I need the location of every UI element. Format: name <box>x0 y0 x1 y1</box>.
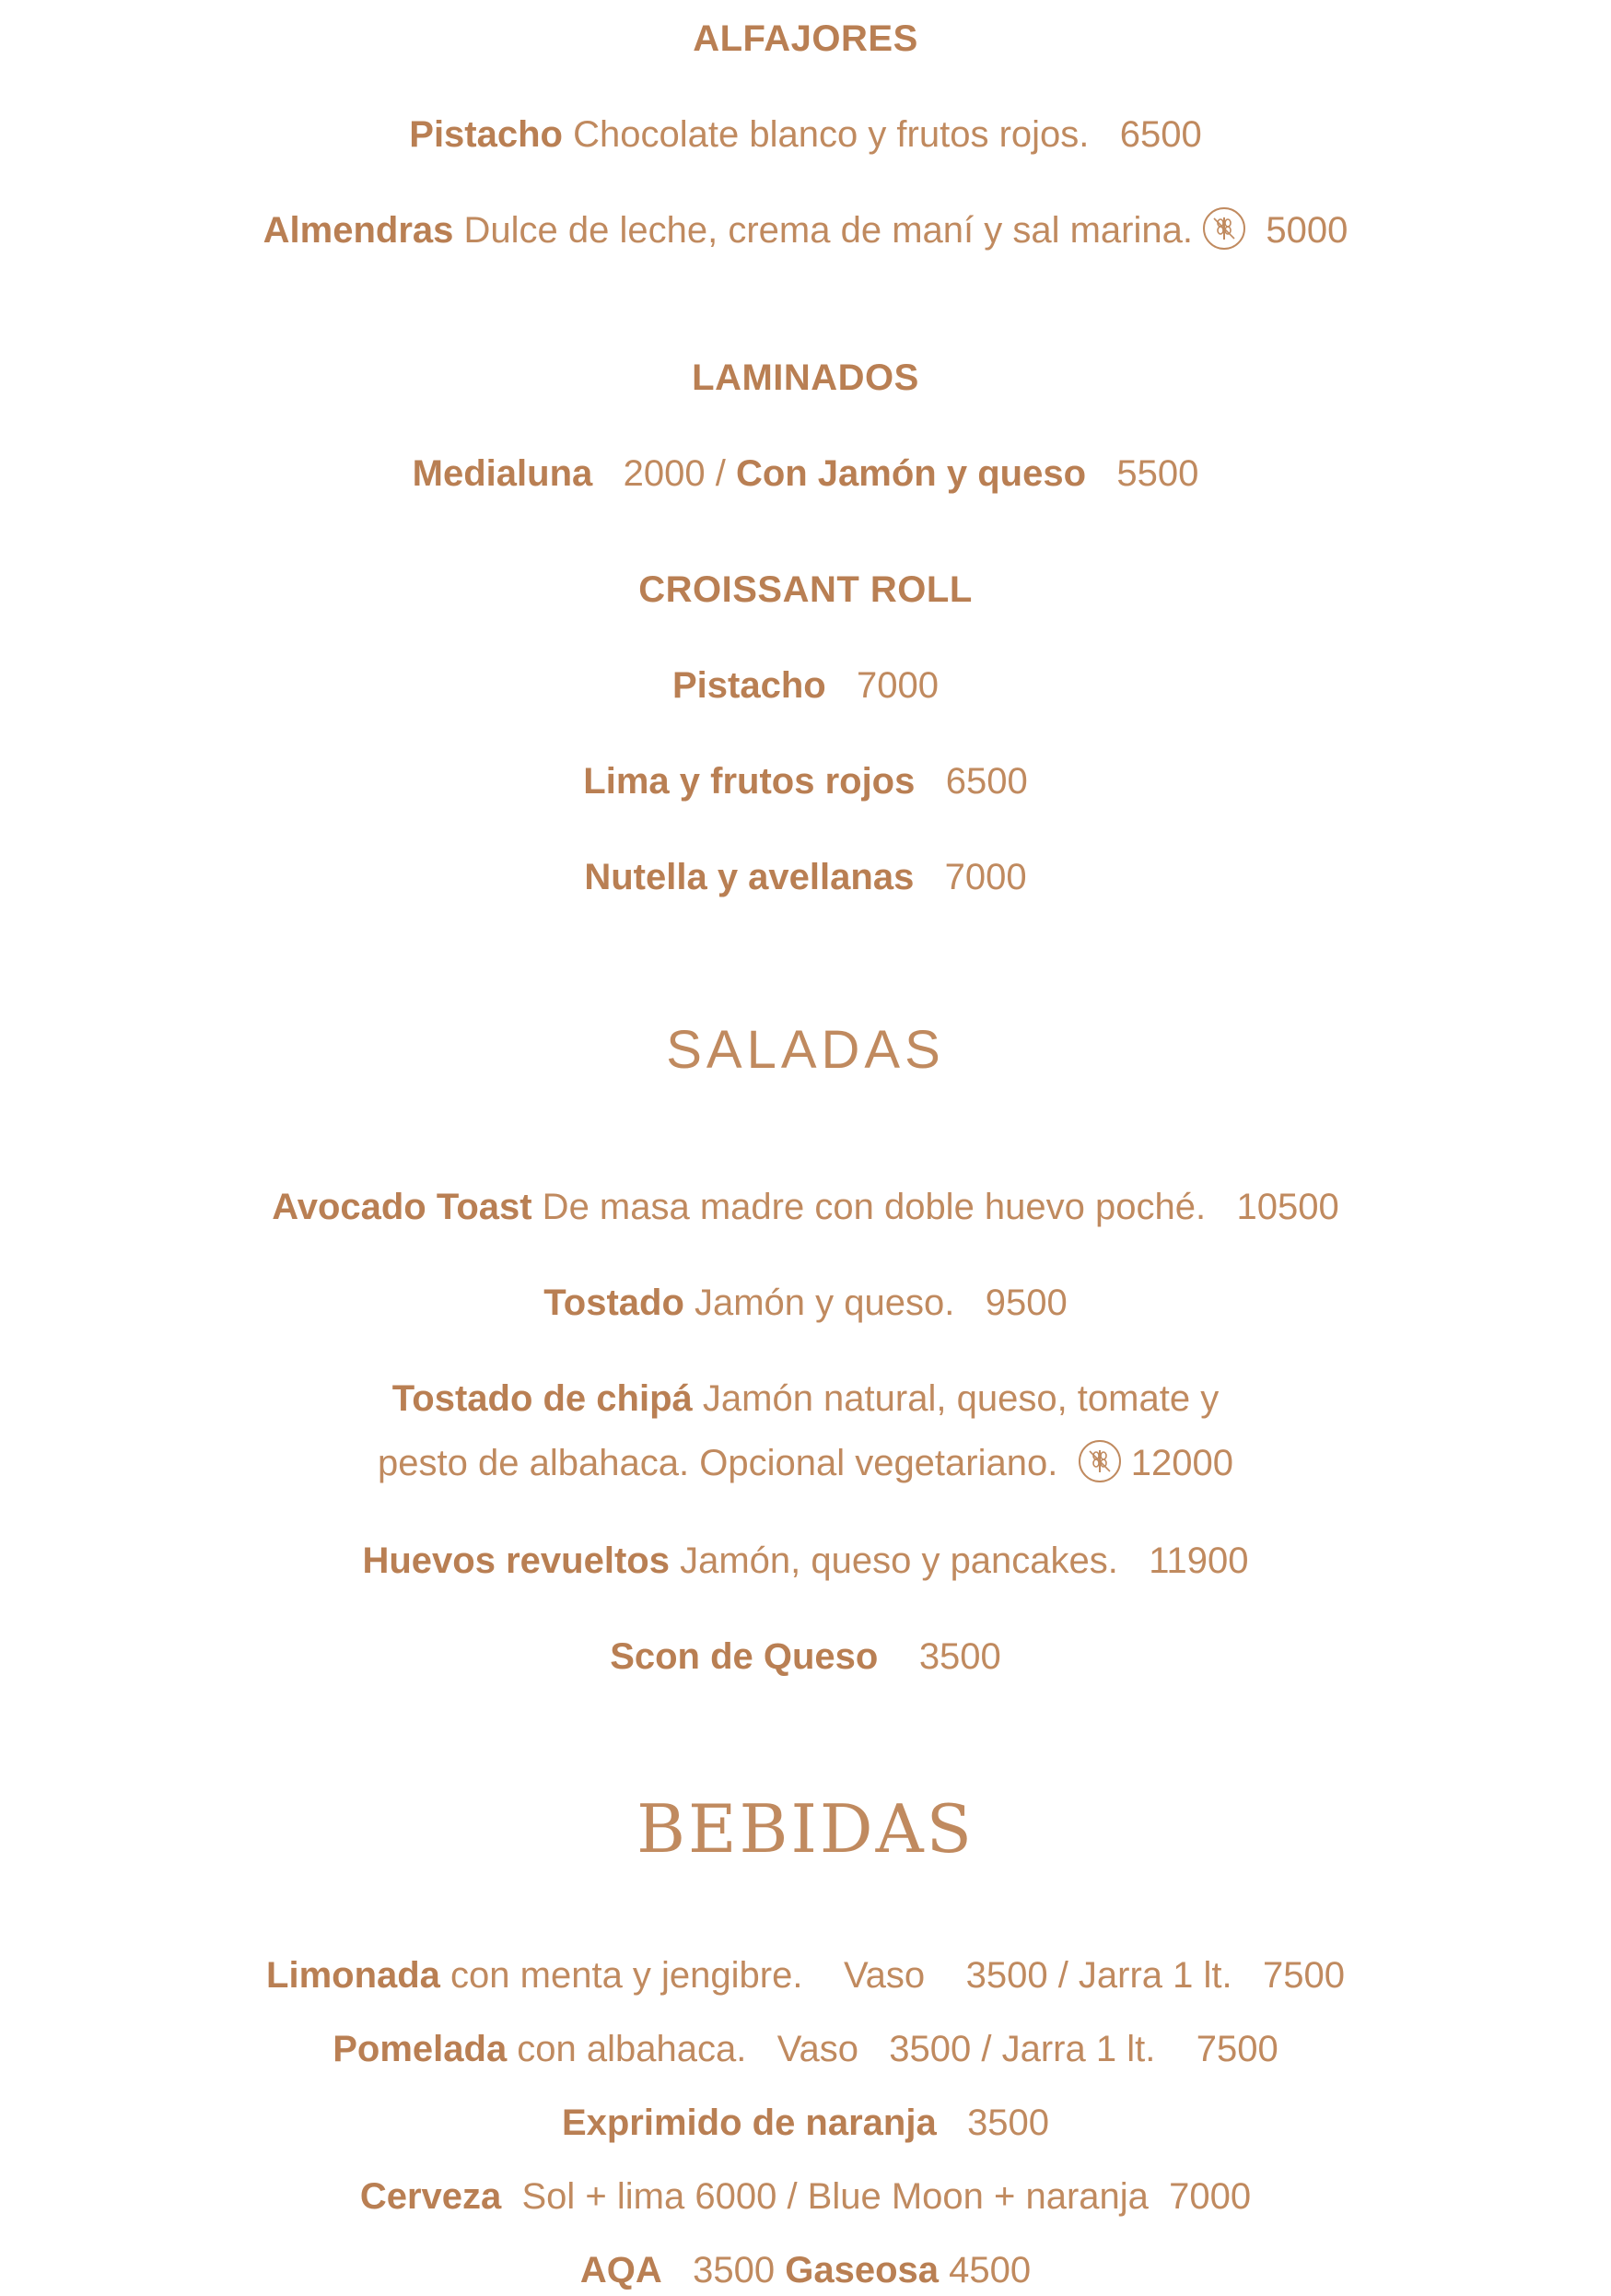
item-price: 6500 <box>1119 114 1202 155</box>
item-name: Cerveza <box>359 2176 502 2217</box>
item-size-label-2: / Jarra 1 lt. <box>1047 1955 1232 1996</box>
category-alfajores: ALFAJORES <box>693 18 918 59</box>
menu-item-medialuna <box>0 448 1611 499</box>
section-title-bebidas: BEBIDAS <box>636 1790 975 1868</box>
item-price-2: 7500 <box>1196 2029 1278 2069</box>
item-price-2: 7500 <box>1262 1955 1345 1996</box>
item-name: Almendras <box>263 210 454 251</box>
item-price: 7000 <box>857 665 940 706</box>
menu-item-tostado <box>0 1277 1611 1329</box>
item-name: Huevos revueltos <box>362 1540 670 1581</box>
item-description: con menta y jengibre. <box>439 1955 803 1996</box>
item-name: Exprimido de naranja <box>561 2103 937 2143</box>
item-description: Sol + lima 6000 / Blue Moon + naranja <box>521 2176 1149 2217</box>
item-description: De masa madre con doble huevo poché. <box>531 1187 1207 1227</box>
item-name: Tostado <box>543 1283 684 1323</box>
menu-item-cerveza <box>0 2171 1611 2222</box>
item-name-2: Gaseosa <box>785 2250 939 2290</box>
item-price: 2000 <box>623 453 706 494</box>
item-price: 5000 <box>1266 210 1348 251</box>
item-name: Nutella y avellanas <box>584 857 915 897</box>
item-price: 10500 <box>1236 1187 1339 1227</box>
gluten-free-icon <box>1079 1440 1121 1482</box>
item-price: 12000 <box>1130 1443 1233 1483</box>
item-name: Medialuna <box>412 453 593 494</box>
menu-item-avocado-toast <box>0 1181 1611 1233</box>
menu-item-lima-frutos-rojos <box>0 756 1611 807</box>
gluten-free-icon <box>1203 207 1245 250</box>
item-price: 3500 <box>967 2103 1050 2143</box>
item-price: 6500 <box>945 761 1028 802</box>
item-price: 11900 <box>1149 1540 1249 1581</box>
item-name-variant: Con Jamón y queso <box>735 453 1086 494</box>
item-description: Jamón, queso y pancakes. <box>669 1540 1118 1581</box>
item-price: 9500 <box>985 1283 1068 1323</box>
item-name: AQA <box>579 2250 662 2290</box>
item-name: Pistacho <box>409 114 563 155</box>
menu-item-tostado-chipa <box>0 1373 1611 1424</box>
menu-item-almendras <box>0 205 1611 256</box>
item-name: Limonada <box>266 1955 440 1996</box>
menu-item-pistacho-alfajor <box>0 109 1611 160</box>
menu-item-pomelada <box>0 2023 1611 2075</box>
item-price: 7000 <box>1169 2176 1252 2217</box>
item-description: Chocolate blanco y frutos rojos. <box>562 114 1090 155</box>
item-name: Scon de Queso <box>610 1636 879 1677</box>
section-title-saladas: SALADAS <box>666 1020 945 1080</box>
menu-item-nutella-avellanas <box>0 851 1611 903</box>
menu-item-aqa-gaseosa <box>0 2244 1611 2296</box>
category-laminados: LAMINADOS <box>692 357 919 398</box>
item-name: Lima y frutos rojos <box>583 761 916 802</box>
menu-item-limonada <box>0 1950 1611 2001</box>
menu-item-exprimido <box>0 2097 1611 2149</box>
item-description-cont: pesto de albahaca. Opcional vegetariano. <box>378 1443 1058 1483</box>
item-price-variant: 5500 <box>1116 453 1199 494</box>
item-name: Pistacho <box>671 665 826 706</box>
item-description: con albahaca. <box>507 2029 747 2069</box>
item-price: 3500 <box>889 2029 972 2069</box>
item-price: 3500 <box>693 2250 776 2290</box>
menu-item-croissant-pistacho <box>0 660 1611 711</box>
menu-item-huevos-revueltos <box>0 1535 1611 1587</box>
separator: / <box>705 453 736 494</box>
item-size-label: Vaso <box>843 1955 926 1996</box>
item-description: Dulce de leche, crema de maní y sal marina. <box>453 210 1193 251</box>
category-croissant-roll: CROISSANT ROLL <box>638 569 973 610</box>
item-description: Jamón y queso. <box>683 1283 955 1323</box>
item-price-2: 4500 <box>949 2250 1032 2290</box>
item-price: 7000 <box>944 857 1027 897</box>
menu-item-scon-queso <box>0 1631 1611 1682</box>
item-size-label-2: / Jarra 1 lt. <box>971 2029 1156 2069</box>
item-name: Avocado Toast <box>272 1187 532 1227</box>
item-price: 3500 <box>918 1636 1001 1677</box>
item-description: Jamón natural, queso, tomate y <box>692 1378 1220 1419</box>
item-size-label: Vaso <box>776 2029 858 2069</box>
item-price: 3500 <box>965 1955 1048 1996</box>
menu-item-tostado-chipa-cont <box>0 1437 1611 1489</box>
item-name: Tostado de chipá <box>391 1378 693 1419</box>
item-name: Pomelada <box>333 2029 508 2069</box>
